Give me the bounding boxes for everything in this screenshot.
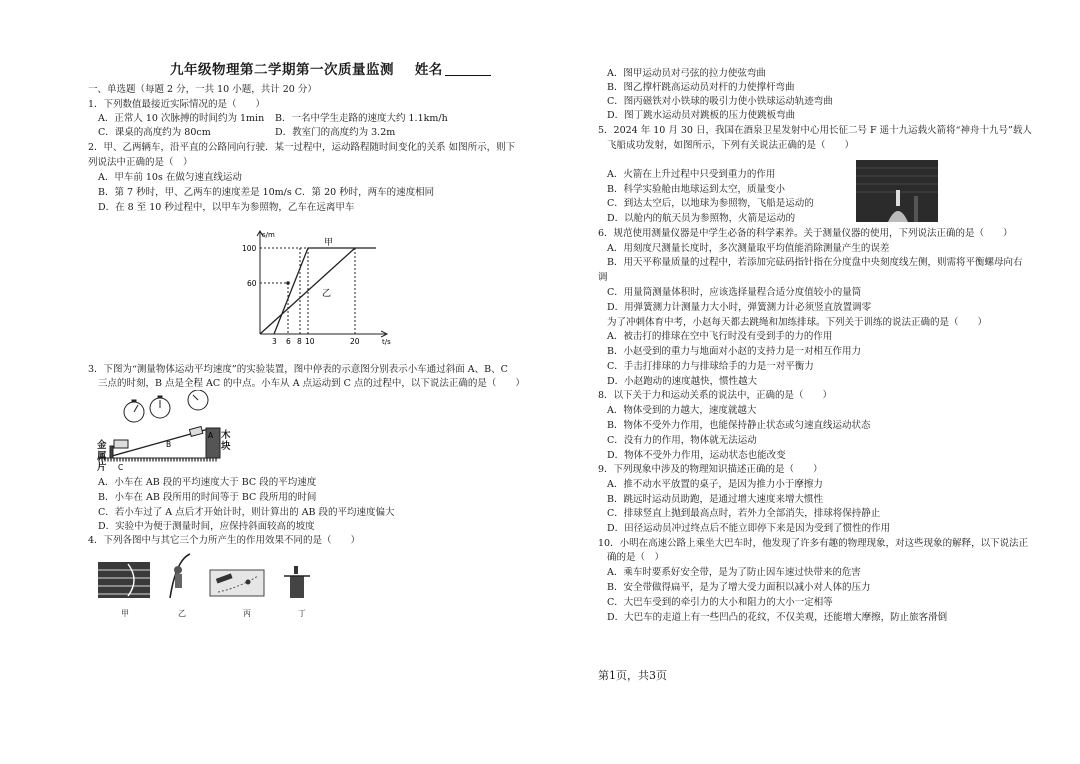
section-heading: 一、单选题（每题 2 分，一共 10 小题，共计 20 分）	[88, 84, 317, 95]
point-b-label: B	[166, 440, 172, 449]
q8-option-a: A．物体受到的力越大，速度就越大	[607, 405, 757, 416]
q1-option-d: D．教室门的高度约为 3.2m	[275, 127, 396, 138]
q4-option-a: A．图甲运动员对弓弦的拉力使弦弯曲	[607, 68, 766, 79]
point-c-label: C	[118, 463, 124, 472]
q6-option-b-1: B．用天平称量质量的过程中，若添加完砝码指针指在分度盘中央刻度线左侧，则需将平衡螺母向右	[607, 257, 1023, 268]
q10-option-c: C．大巴车受到的牵引力的大小和阻力的大小一定相等	[607, 597, 833, 608]
x-tick-8: 8	[297, 337, 302, 346]
q3-option-a: A．小车在 AB 段的平均速度大于 BC 段的平均速度	[98, 477, 317, 488]
q6-option-a: A．用刻度尺测量长度时，多次测量取平均值能消除测量产生的误差	[607, 243, 890, 254]
q2-option-a: A．甲车前 10s 在做匀速直线运动	[98, 172, 242, 183]
q8-option-c: C．没有力的作用，物体就无法运动	[607, 435, 757, 446]
q2-stem-2: 列说法中正确的是（ ）	[88, 157, 193, 168]
graph-y-label: s/m	[262, 231, 275, 239]
q2-stem-1: 2．甲、乙两辆车，沿平直的公路同向行驶．某一过程中，运动路程随时间变化的关系 如图所示，则下	[88, 142, 516, 153]
q5-option-b: B．科学实验舱由地球运到太空，质量变小	[607, 184, 785, 195]
metal-label: 金属片	[97, 440, 107, 473]
q10-option-d: D．大巴车的走道上有一些凹凸的花纹，不仅美观，还能增大摩擦，防止旅客滑倒	[607, 612, 948, 623]
rocket-launch-photo	[856, 160, 938, 222]
q3-option-c: C．若小车过了 A 点后才开始计时，则计算出的 AB 段的平均速度偏大	[98, 507, 395, 518]
q2-option-bc: B．第 7 秒时，甲、乙两车的速度差是 10m/s C．第 20 秒时，两车的速度相同	[98, 187, 435, 198]
q6-stem: 6．规范使用测量仪器是中学生必备的科学素养。关于测量仪器的使用，下列说法正确的是（ ）	[598, 228, 1013, 239]
q7-option-a: A．被击打的排球在空中飞行时没有受到手的力的作用	[607, 331, 833, 342]
page-number: 第1页，共3页	[598, 669, 667, 682]
q4-option-c: C．图丙磁铁对小铁球的吸引力使小铁球运动轨迹弯曲	[607, 96, 833, 107]
q4-option-b: B．图乙撑杆跳高运动员对杆的力使撑杆弯曲	[607, 82, 795, 93]
pic-bing-magnet	[210, 570, 264, 596]
q5-option-d: D．以舱内的航天员为参照物，火箭是运动的	[607, 213, 796, 224]
x-tick-20: 20	[350, 337, 360, 346]
q10-option-b: B．安全带做得扁平，是为了增大受力面积以减小对人体的压力	[607, 582, 871, 593]
y-tick-60: 60	[247, 279, 257, 288]
q4-option-d: D．图丁跳水运动员对跳板的压力使跳板弯曲	[607, 110, 796, 121]
q4-label-jia: 甲	[121, 609, 129, 618]
q9-option-a: A．推不动水平放置的桌子，是因为推力小于摩擦力	[607, 479, 823, 490]
intersection-dot	[286, 281, 290, 285]
name-blank	[445, 75, 491, 76]
st-graph	[236, 226, 396, 348]
y-tick-100: 100	[242, 244, 257, 253]
pic-ding-diving	[284, 566, 310, 598]
q4-label-ding: 丁	[298, 609, 306, 618]
q6-option-b-2: 调	[598, 272, 608, 283]
q7-option-c: C．手击打排球的力与排球给手的力是一对平衡力	[607, 361, 814, 372]
q5-stem-2: 飞船成功发射，如图所示，下列有关说法正确的是（ ）	[607, 140, 855, 151]
q1-option-a: A．正常人 10 次脉搏的时间约为 1min	[98, 113, 265, 124]
q8-option-b: B．物体不受外力作用，也能保持静止状态或匀速直线运动状态	[607, 420, 871, 431]
label-yi: 乙	[322, 289, 332, 299]
q4-label-yi: 乙	[178, 609, 186, 618]
q10-stem-2: 确的是（ ）	[607, 552, 665, 563]
q8-stem: 8．以下关于力和运动关系的说法中，正确的是（ ）	[598, 390, 833, 401]
pic-yi-polevault	[170, 554, 190, 598]
q1-option-c: C．课桌的高度约为 80cm	[98, 127, 211, 138]
q1-stem: 1．下列数值最接近实际情况的是（ ）	[88, 99, 266, 110]
q3-option-b: B．小车在 AB 段所用的时间等于 BC 段所用的时间	[98, 492, 317, 503]
q6-option-c: C．用量筒测量体积时，应该选择量程合适分度值较小的量筒	[607, 287, 862, 298]
q1-option-b: B．一名中学生走路的速度大约 1.1km/h	[275, 113, 448, 124]
metal-plate	[110, 446, 113, 458]
q7-stem: 为了冲刺体育中考，小赵每天都去跳绳和加练排球。下列关于训练的说法正确的是（ ）	[607, 317, 988, 328]
q5-option-a: A．火箭在上升过程中只受到重力的作用	[607, 169, 776, 180]
q2-option-d: D．在 8 至 10 秒过程中，以甲车为参照物，乙车在远离甲车	[98, 202, 355, 213]
label-jia: 甲	[324, 238, 334, 248]
point-a-label: A	[208, 431, 214, 440]
block-label: 木块	[221, 430, 231, 452]
exam-title	[170, 58, 491, 78]
cart-top-icon	[189, 427, 202, 437]
q7-option-d: D．小赵跑动的速度越快，惯性越大	[607, 376, 758, 387]
q7-option-b: B．小赵受到的重力与地面对小赵的支持力是一对相互作用力	[607, 346, 861, 357]
x-tick-3: 3	[272, 337, 277, 346]
cart-icon	[114, 440, 128, 448]
q4-pictures	[98, 552, 316, 604]
q3-stem-2: 三点的时刻，B 点是全程 AC 的中点。小车从 A 点运动到 C 点的过程中，以下说法正确的是（ ）	[98, 378, 525, 389]
q9-option-d: D．田径运动员冲过终点后不能立即停下来是因为受到了惯性的作用	[607, 523, 891, 534]
x-tick-6: 6	[286, 337, 291, 346]
q9-stem: 9．下列现象中涉及的物理知识描述正确的是（ ）	[598, 464, 823, 475]
q4-label-bing: 丙	[243, 609, 251, 618]
q4-stem: 4．下列各图中与其它三个力所产生的作用效果不同的是（ ）	[88, 535, 361, 546]
name-label: 姓名	[414, 62, 443, 78]
q10-option-a: A．乘车时要系好安全带，是为了防止因车速过快带来的危害	[607, 567, 861, 578]
q9-option-b: B．跳远时运动员助跑，是通过增大速度来增大惯性	[607, 494, 823, 505]
pic-jia-archery	[98, 562, 150, 598]
q3-option-d: D．实验中为便于测量时间，应保持斜面较高的坡度	[98, 521, 315, 532]
graph-x-label: t/s	[382, 338, 391, 346]
q9-option-c: C．排球竖直上抛到最高点时，若外力全部消失，排球将保持静止	[607, 508, 881, 519]
q8-option-d: D．物体不受外力作用，运动状态也能改变	[607, 450, 786, 461]
q3-stem-1: 3．下图为“测量物体运动平均速度”的实验装置，图中停表的示意图分别表示小车通过斜面 A、B、C	[88, 364, 508, 375]
x-tick-10: 10	[305, 337, 315, 346]
q10-stem-1: 10．小明在高速公路上乘坐大巴车时，他发现了许多有趣的物理现象，对这些现象的解释，以下说法正	[598, 538, 1029, 549]
q5-option-c: C．到达太空后，以地球为参照物，飞船是运动的	[607, 198, 814, 209]
title-text: 九年级物理第二学期第一次质量监测	[170, 62, 394, 78]
q5-stem-1: 5．2024 年 10 月 30 日，我国在酒泉卫星发射中心用长征二号 F 遥十九运载火箭将“神舟十九号”载人	[598, 125, 1032, 136]
q6-option-d: D．用弹簧测力计测量力大小时，弹簧测力计必须竖直放置调零	[607, 302, 872, 313]
